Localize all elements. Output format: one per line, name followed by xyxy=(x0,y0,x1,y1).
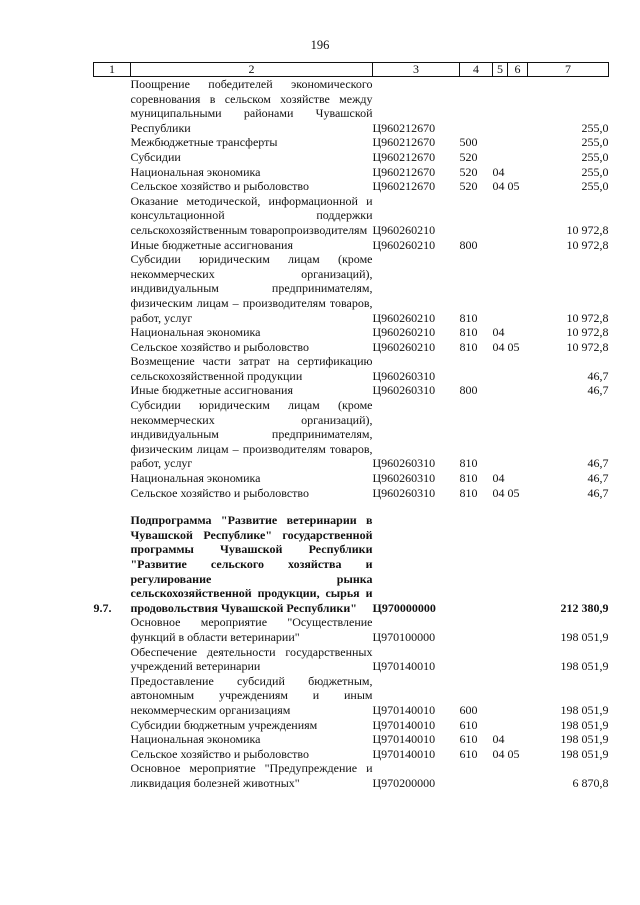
row-section-cell xyxy=(493,398,508,471)
row-amount-cell: 10 972,8 xyxy=(566,339,609,354)
row-expense-type-cell xyxy=(460,615,493,644)
row-name-cell: Оказание методической, информационной и консультационной поддержки сельскохозяйственным товаропроизводителям xyxy=(130,193,373,237)
row-code-cell: Ц960260210 xyxy=(372,339,436,354)
row-expense-type-cell: 810 xyxy=(459,325,478,340)
row-name-cell: Предоставление субсидий бюджетным, автономным учреждениям и иным некоммерческим организациям xyxy=(130,673,373,717)
table-row xyxy=(94,238,609,253)
row-name-cell: Субсидии xyxy=(130,149,181,164)
row-expense-type-cell: 600 xyxy=(459,702,478,717)
row-expense-type-cell: 800 xyxy=(459,237,478,252)
table-row xyxy=(94,674,609,718)
row-amount-cell: 10 972,8 xyxy=(566,325,609,340)
row-name-cell: Национальная экономика xyxy=(130,325,261,340)
row-name-cell: Межбюджетные трансферты xyxy=(130,135,278,150)
row-name-cell: Иные бюджетные ассигнования xyxy=(130,383,293,398)
row-name-cell: Национальная экономика xyxy=(130,471,261,486)
row-name-cell: Поощрение победителей экономического соревнования в сельском хозяйстве между муниципальными районами Чувашской Республики xyxy=(130,77,373,135)
table-row xyxy=(94,645,609,674)
row-code-cell: Ц970140010 xyxy=(372,702,436,717)
row-subsection-cell xyxy=(508,383,528,398)
row-section-cell: 04 xyxy=(492,325,505,340)
row-subsection-cell xyxy=(508,732,528,747)
row-number-cell xyxy=(94,398,131,471)
row-amount-cell: 255,0 xyxy=(581,135,609,150)
row-number-cell xyxy=(94,150,131,165)
row-subsection-cell xyxy=(508,471,528,486)
row-name-cell: Сельское хозяйство и рыболовство xyxy=(130,179,310,194)
header-col-5: 5 xyxy=(493,63,508,77)
row-expense-type-cell: 810 xyxy=(459,471,478,486)
row-section-cell xyxy=(493,135,508,150)
row-number-cell xyxy=(94,135,131,150)
table-row xyxy=(94,471,609,486)
row-code-cell: Ц970200000 xyxy=(372,775,436,790)
table-row xyxy=(94,340,609,355)
row-subsection-cell xyxy=(508,761,528,790)
row-code-cell: Ц970140010 xyxy=(372,717,436,732)
row-subsection-cell xyxy=(508,238,528,253)
row-code-cell: Ц970140010 xyxy=(372,732,436,747)
header-col-6: 6 xyxy=(508,63,528,77)
row-subsection-cell xyxy=(508,354,528,383)
row-amount-cell: 255,0 xyxy=(581,149,609,164)
row-subsection-cell xyxy=(508,513,528,615)
row-number-cell xyxy=(94,165,131,180)
row-expense-type-cell xyxy=(460,645,493,674)
row-code-cell: Ц960260310 xyxy=(372,456,436,471)
row-amount-cell: 212 380,9 xyxy=(560,600,609,615)
row-expense-type-cell: 800 xyxy=(459,383,478,398)
table-body xyxy=(94,77,609,791)
row-amount-cell: 46,7 xyxy=(587,368,609,383)
page-number: 196 xyxy=(310,38,330,52)
row-expense-type-cell xyxy=(460,194,493,238)
row-amount-cell: 46,7 xyxy=(587,485,609,500)
row-section-cell xyxy=(493,252,508,325)
row-amount-cell: 255,0 xyxy=(581,179,609,194)
row-expense-type-cell xyxy=(460,761,493,790)
row-section-cell xyxy=(493,354,508,383)
row-amount-cell: 46,7 xyxy=(587,456,609,471)
row-subsection-cell xyxy=(508,252,528,325)
row-number-cell xyxy=(94,354,131,383)
table-row xyxy=(94,398,609,471)
row-subsection-cell: 05 xyxy=(507,746,520,761)
row-subsection-cell xyxy=(508,77,528,136)
row-number-cell xyxy=(94,747,131,762)
row-name-cell: Основное мероприятие "Осуществление функций в области ветеринарии" xyxy=(130,615,373,644)
row-code-cell: Ц960212670 xyxy=(372,120,436,135)
table-row xyxy=(94,354,609,383)
row-subsection-cell xyxy=(508,674,528,718)
row-code-cell: Ц970000000 xyxy=(372,600,436,615)
row-number-cell xyxy=(94,615,131,644)
row-section-cell xyxy=(493,150,508,165)
row-expense-type-cell: 610 xyxy=(459,732,478,747)
table-row xyxy=(94,194,609,238)
row-code-cell: Ц960260310 xyxy=(372,485,436,500)
row-amount-cell: 198 051,9 xyxy=(560,702,609,717)
row-number-cell xyxy=(94,732,131,747)
row-expense-type-cell: 810 xyxy=(459,456,478,471)
row-subsection-cell xyxy=(508,135,528,150)
table-row xyxy=(94,325,609,340)
row-name-cell: Сельское хозяйство и рыболовство xyxy=(130,485,310,500)
row-amount-cell: 255,0 xyxy=(581,164,609,179)
row-expense-type-cell: 810 xyxy=(459,485,478,500)
row-number-cell xyxy=(94,471,131,486)
row-number-cell xyxy=(94,761,131,790)
header-col-7: 7 xyxy=(528,63,609,77)
row-name-cell: Сельское хозяйство и рыболовство xyxy=(130,339,310,354)
row-expense-type-cell: 610 xyxy=(459,717,478,732)
row-section-cell xyxy=(493,674,508,718)
row-section-cell: 04 xyxy=(492,485,505,500)
row-expense-type-cell: 810 xyxy=(459,339,478,354)
row-number-cell xyxy=(94,325,131,340)
header-col-4: 4 xyxy=(460,63,493,77)
row-number-cell xyxy=(94,645,131,674)
row-expense-type-cell: 520 xyxy=(459,164,478,179)
row-expense-type-cell: 520 xyxy=(459,149,478,164)
row-section-cell: 04 xyxy=(492,732,505,747)
row-name-cell: Субсидии бюджетным учреждениям xyxy=(130,717,318,732)
row-number-cell xyxy=(94,486,131,501)
row-amount-cell: 10 972,8 xyxy=(566,310,609,325)
row-amount-cell: 198 051,9 xyxy=(560,629,609,644)
row-section-cell xyxy=(493,77,508,136)
row-subsection-cell xyxy=(508,194,528,238)
row-code-cell: Ц960212670 xyxy=(372,179,436,194)
row-subsection-cell xyxy=(508,615,528,644)
table-row xyxy=(94,252,609,325)
row-code-cell: Ц960260310 xyxy=(372,471,436,486)
row-code-cell: Ц960260310 xyxy=(372,383,436,398)
row-number-cell xyxy=(94,252,131,325)
table-row xyxy=(94,135,609,150)
row-number-cell: 9.7. xyxy=(93,600,112,615)
row-name-cell: Субсидии юридическим лицам (кроме некоммерческих организаций), индивидуальным предпринимателям, физическим лицам – производителям товаров, работ, услуг xyxy=(130,398,373,471)
table-row xyxy=(94,615,609,644)
row-subsection-cell xyxy=(508,645,528,674)
row-amount-cell: 198 051,9 xyxy=(560,746,609,761)
row-subsection-cell: 05 xyxy=(507,179,520,194)
row-expense-type-cell xyxy=(460,513,493,615)
row-name-cell: Сельское хозяйство и рыболовство xyxy=(130,746,310,761)
row-section-cell xyxy=(493,761,508,790)
row-number-cell xyxy=(94,718,131,733)
table-row xyxy=(94,718,609,733)
row-expense-type-cell: 520 xyxy=(459,179,478,194)
row-name-cell: Иные бюджетные ассигнования xyxy=(130,237,293,252)
row-section-cell: 04 xyxy=(492,339,505,354)
row-code-cell: Ц960260210 xyxy=(372,222,436,237)
table-header xyxy=(94,63,609,77)
row-section-cell: 04 xyxy=(492,471,505,486)
row-amount-cell: 255,0 xyxy=(581,120,609,135)
row-expense-type-cell: 500 xyxy=(459,135,478,150)
row-amount-cell: 198 051,9 xyxy=(560,659,609,674)
row-number-cell xyxy=(94,340,131,355)
row-expense-type-cell: 810 xyxy=(459,310,478,325)
row-section-cell xyxy=(493,238,508,253)
row-amount-cell: 10 972,8 xyxy=(566,237,609,252)
row-name-cell: Национальная экономика xyxy=(130,732,261,747)
row-subsection-cell xyxy=(508,325,528,340)
table-row xyxy=(94,77,609,136)
row-amount-cell: 46,7 xyxy=(587,471,609,486)
row-section-cell: 04 xyxy=(492,746,505,761)
row-number-cell xyxy=(94,238,131,253)
row-name-cell: Национальная экономика xyxy=(130,164,261,179)
row-amount-cell: 46,7 xyxy=(587,383,609,398)
header-col-1: 1 xyxy=(94,63,131,77)
table-row xyxy=(94,165,609,180)
row-number-cell xyxy=(94,674,131,718)
table-row xyxy=(94,150,609,165)
spacer-cell xyxy=(94,500,609,513)
table-row xyxy=(94,383,609,398)
row-amount-cell: 198 051,9 xyxy=(560,717,609,732)
row-amount-cell: 6 870,8 xyxy=(572,775,609,790)
row-expense-type-cell xyxy=(460,354,493,383)
table-row xyxy=(94,513,609,615)
header-col-2: 2 xyxy=(131,63,373,77)
row-amount-cell: 10 972,8 xyxy=(566,222,609,237)
row-expense-type-cell: 610 xyxy=(459,746,478,761)
row-number-cell xyxy=(94,383,131,398)
spacer-row xyxy=(94,500,609,513)
row-code-cell: Ц970100000 xyxy=(372,629,436,644)
row-code-cell: Ц970140010 xyxy=(372,659,436,674)
row-subsection-cell xyxy=(508,165,528,180)
row-section-cell xyxy=(493,383,508,398)
row-section-cell xyxy=(493,645,508,674)
row-subsection-cell: 05 xyxy=(507,485,520,500)
row-section-cell xyxy=(493,513,508,615)
row-code-cell: Ц960260310 xyxy=(372,368,436,383)
row-expense-type-cell xyxy=(460,77,493,136)
row-subsection-cell: 05 xyxy=(507,339,520,354)
table-row xyxy=(94,486,609,501)
row-name-cell: Субсидии юридическим лицам (кроме некоммерческих организаций), индивидуальным предпринимателям, физическим лицам – производителям товаров, работ, услуг xyxy=(130,252,373,325)
row-section-cell: 04 xyxy=(492,179,505,194)
row-code-cell: Ц970140010 xyxy=(372,746,436,761)
row-subsection-cell xyxy=(508,150,528,165)
table-row xyxy=(94,179,609,194)
row-code-cell: Ц960260210 xyxy=(372,325,436,340)
row-number-cell xyxy=(94,179,131,194)
table-row xyxy=(94,761,609,790)
row-section-cell xyxy=(493,718,508,733)
row-name-cell: Обеспечение деятельности государственных учреждений ветеринарии xyxy=(130,644,373,674)
row-section-cell xyxy=(493,194,508,238)
row-name-cell: Возмещение части затрат на сертификацию сельскохозяйственной продукции xyxy=(130,354,373,383)
row-code-cell: Ц960212670 xyxy=(372,164,436,179)
table-row xyxy=(94,747,609,762)
row-code-cell: Ц960212670 xyxy=(372,135,436,150)
row-subsection-cell xyxy=(508,718,528,733)
row-name-cell: Основное мероприятие "Предупреждение и ликвидация болезней животных" xyxy=(130,761,373,790)
row-section-cell: 04 xyxy=(492,164,505,179)
row-section-cell xyxy=(493,615,508,644)
table-row xyxy=(94,732,609,747)
header-row xyxy=(94,63,609,77)
row-code-cell: Ц960260210 xyxy=(372,310,436,325)
row-code-cell: Ц960260210 xyxy=(372,237,436,252)
row-subsection-cell xyxy=(508,398,528,471)
budget-table xyxy=(93,62,609,791)
row-number-cell xyxy=(94,194,131,238)
row-amount-cell: 198 051,9 xyxy=(560,732,609,747)
row-code-cell: Ц960212670 xyxy=(372,149,436,164)
row-number-cell xyxy=(94,77,131,136)
header-col-3: 3 xyxy=(373,63,460,77)
row-name-cell: Подпрограмма "Развитие ветеринарии в Чувашской Республике" государственной программы Чувашской Республики "Развитие сельского хозяйства и регулирование рынка сельскохозяйственной продукции, сырья и продовольствия Чувашской Республики" xyxy=(130,513,373,615)
